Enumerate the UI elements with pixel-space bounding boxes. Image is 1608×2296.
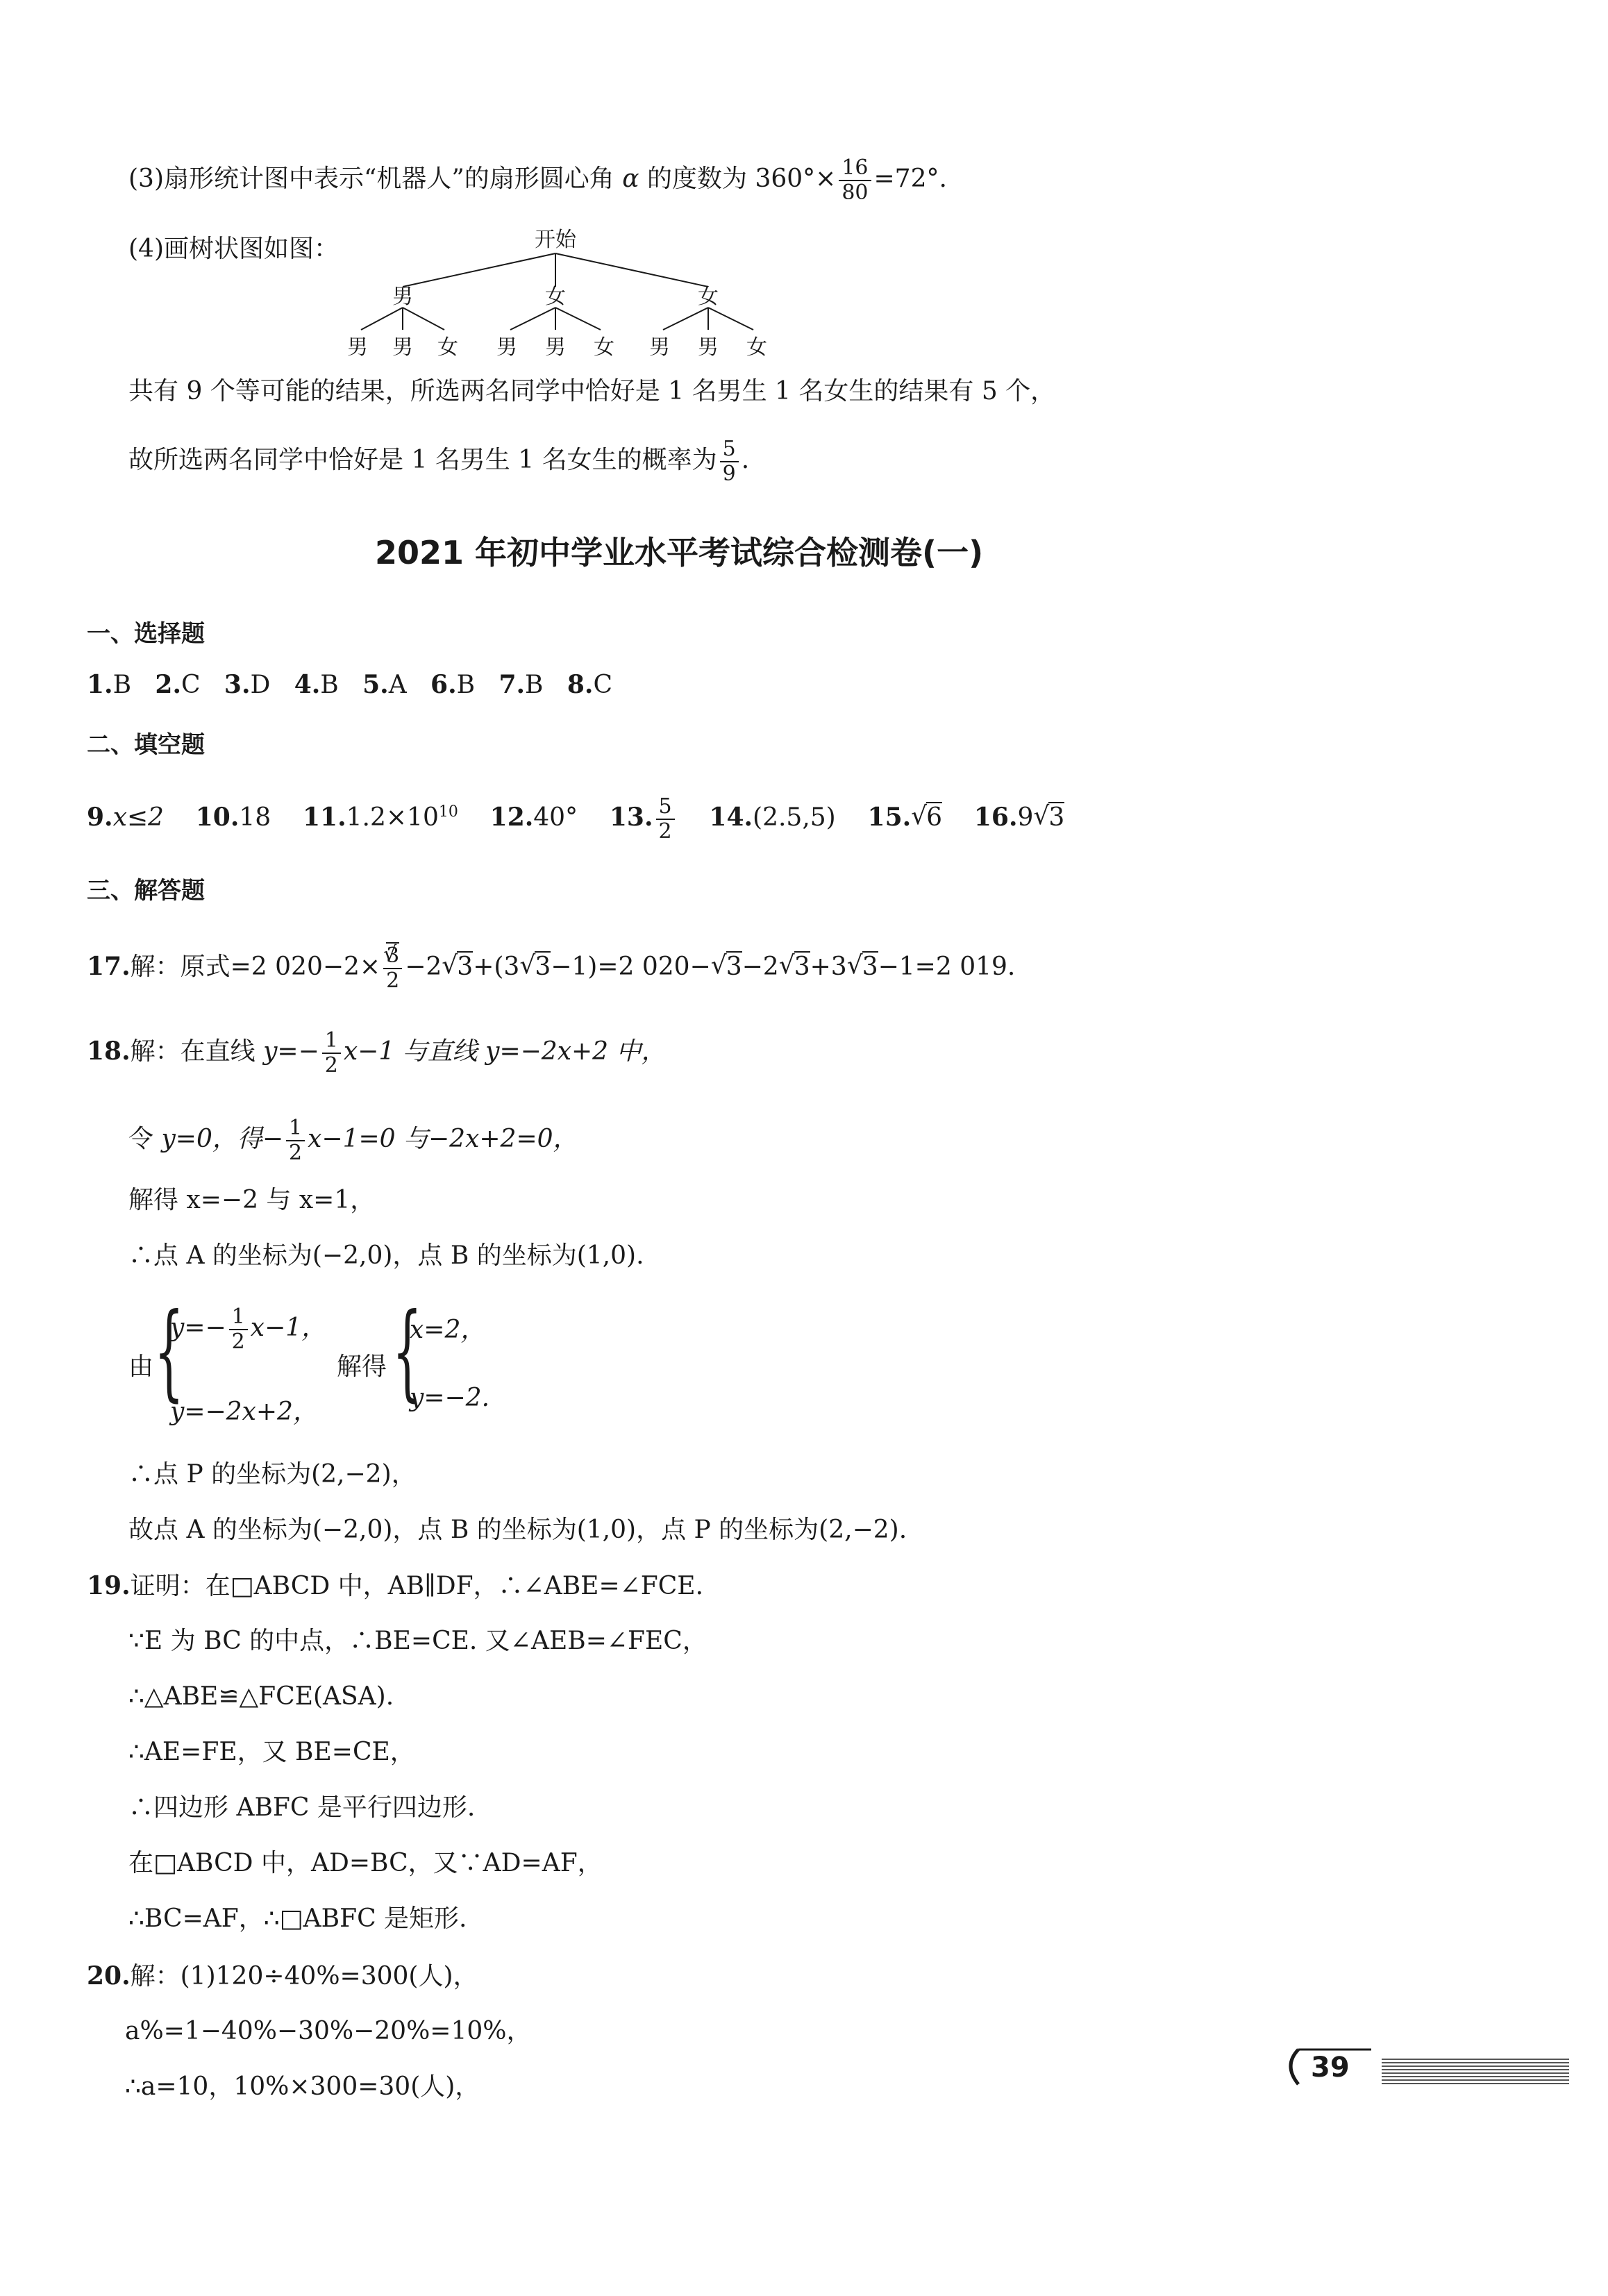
answer-choice: C — [181, 671, 201, 699]
q18-eq: x−1 与直线 — [343, 1037, 486, 1066]
sqrt-radicand: 3 — [726, 953, 742, 981]
q18-eq: x−1， — [250, 1314, 327, 1342]
answer-number: 9. — [87, 803, 113, 832]
q17-fraction — [383, 944, 402, 993]
left-brace-icon: { — [154, 1291, 184, 1412]
q3-text-end: =72°. — [873, 165, 947, 193]
q18-line-7: 故点 A 的坐标为(−2,0)，点 B 的坐标为(1,0)，点 P 的坐标为(2,−2). — [128, 1516, 907, 1544]
tree-leaf: 男 — [545, 335, 566, 360]
answer-choice: D — [250, 671, 271, 699]
sqrt-radicand: 3 — [535, 953, 551, 981]
result-text: 故所选两名同学中恰好是 1 名男生 1 名女生的概率为 — [128, 446, 717, 474]
q3-fraction — [839, 156, 871, 205]
q3-line — [128, 156, 947, 205]
answer-number: 6. — [430, 670, 457, 699]
sqrt-radicand: 3 — [862, 953, 878, 981]
question-number: 20. — [87, 1961, 131, 1991]
q19-line-2: ∵E 为 BC 的中点，∴BE=CE. 又∠AEB=∠FEC， — [128, 1627, 707, 1655]
tree-leaf: 女 — [437, 335, 458, 360]
q17-text: +3 — [810, 953, 847, 981]
sqrt — [519, 950, 551, 984]
answer-9: x≤2 — [112, 803, 164, 832]
answer-choice: B — [112, 671, 132, 699]
left-brace-icon: { — [392, 1291, 422, 1412]
answer-11: 1.2×10 — [346, 803, 439, 832]
fraction-numerator: 1 — [322, 1029, 341, 1054]
question-number: 17. — [87, 952, 131, 981]
q18-line-3: 解得 x=−2 与 x=1， — [128, 1186, 376, 1214]
probability-fraction — [720, 437, 739, 486]
fraction-numerator — [383, 944, 402, 969]
q18-line-2 — [128, 1116, 578, 1165]
result-line-2 — [128, 437, 749, 486]
q18-eq: y=− — [263, 1037, 319, 1066]
q17-text: 解：原式=2 020−2× — [130, 953, 381, 981]
q17-text: −2 — [405, 953, 442, 981]
q3-text: (3)扇形统计图中表示“机器人”的扇形圆心角 — [128, 165, 623, 193]
answer-number: 13. — [609, 803, 653, 832]
tree-node: 女 — [545, 285, 566, 309]
result-period: . — [741, 446, 750, 474]
fraction-denominator: 80 — [841, 181, 869, 205]
question-number: 18. — [87, 1037, 131, 1066]
tree-level-1 — [392, 285, 719, 309]
tree-level-2 — [347, 335, 767, 360]
fraction-denominator: 2 — [231, 1330, 245, 1354]
fraction-numerator: 1 — [286, 1116, 305, 1141]
fraction-denominator: 2 — [324, 1053, 338, 1078]
q18-text: 解：在直线 — [130, 1037, 264, 1066]
fraction-denominator: 2 — [386, 969, 400, 993]
choice-answers — [87, 668, 612, 702]
q18-eq: y=0，得− — [161, 1125, 284, 1153]
q19-line-7: ∴BC=AF，∴□ABFC 是矩形. — [128, 1904, 467, 1933]
tree-leaf: 男 — [347, 335, 368, 360]
answer-choice: A — [388, 671, 407, 699]
q18-solve: 解得 — [337, 1352, 387, 1381]
q19-line-6: 在□ABCD 中，AD=BC，又∵AD=AF， — [128, 1849, 603, 1877]
q18-eq: y=−2x+2 中， — [485, 1037, 667, 1066]
half-fraction — [286, 1116, 305, 1165]
answer-number: 4. — [294, 670, 321, 699]
result-line-1: 共有 9 个等可能的结果，所选两名同学中恰好是 1 名男生 1 名女生的结果有 5 个， — [128, 377, 1056, 405]
fraction-numerator: 5 — [720, 437, 739, 462]
sqrt-radicand: 6 — [926, 803, 943, 832]
q19-line-1 — [87, 1569, 703, 1603]
answer-choice: B — [320, 671, 339, 699]
q19-line-5: ∴四边形 ABFC 是平行四边形. — [128, 1793, 476, 1822]
answer-choice: B — [525, 671, 544, 699]
fill-answers — [87, 795, 1064, 844]
answer-12: 40° — [533, 803, 578, 832]
q17-text: −1=2 019. — [878, 953, 1016, 981]
page-number: 39 — [1311, 2052, 1350, 2084]
answer-number: 15. — [867, 803, 912, 832]
q17-text: +(3 — [473, 953, 520, 981]
sqrt-radicand: 3 — [794, 953, 810, 981]
answer-number: 14. — [709, 803, 753, 832]
q18-system-eq1 — [170, 1305, 326, 1354]
tree-leaf: 男 — [698, 335, 719, 360]
answer-11-exponent: 10 — [438, 803, 458, 821]
answer-number: 3. — [224, 670, 251, 699]
q20-line-2: a%=1−40%−30%−20%=10%， — [125, 2017, 532, 2045]
half-fraction — [322, 1029, 341, 1078]
tree-diagram — [333, 226, 778, 364]
answer-choice: C — [593, 671, 612, 699]
sqrt — [779, 950, 810, 984]
section-heading-solve: 三、解答题 — [87, 877, 205, 905]
q17-line — [87, 944, 1015, 993]
q18-solution-x: x=2， — [410, 1316, 486, 1344]
q20-line-1 — [87, 1959, 478, 1993]
q18-by: 由 — [128, 1352, 154, 1381]
answer-number: 2. — [155, 670, 181, 699]
q4-line: (4)画树状图如图： — [128, 235, 339, 263]
q20-line-3: ∴a=10，10%×300=30(人)， — [125, 2072, 480, 2101]
fraction-numerator: 16 — [839, 156, 871, 181]
section-heading-fill: 二、填空题 — [87, 731, 205, 759]
fraction-denominator: 2 — [289, 1141, 303, 1165]
answer-number: 11. — [302, 803, 346, 832]
decorative-stripes — [1382, 2059, 1569, 2086]
answer-number: 1. — [87, 670, 113, 699]
q18-line-4: ∴点 A 的坐标为(−2,0)，点 B 的坐标为(1,0). — [128, 1241, 644, 1270]
answer-choice: B — [456, 671, 476, 699]
q18-eq: y=− — [170, 1314, 226, 1342]
q18-line-6: ∴点 P 的坐标为(2,−2)， — [128, 1460, 417, 1489]
tree-node: 男 — [392, 285, 413, 309]
tree-node: 女 — [698, 285, 719, 309]
tree-leaf: 男 — [392, 335, 413, 360]
q18-text: 令 — [128, 1125, 162, 1153]
answer-number: 7. — [499, 670, 526, 699]
section-heading-choice: 一、选择题 — [87, 620, 205, 648]
answer-15-sqrt — [911, 801, 942, 835]
tree-leaf: 男 — [496, 335, 517, 360]
question-number: 19. — [87, 1571, 131, 1600]
answer-14: (2.5,5) — [753, 803, 836, 832]
sqrt-radicand: 3 — [1048, 803, 1065, 832]
fraction-numerator: 5 — [656, 795, 675, 820]
q19-line-3: ∴△ABE≌△FCE(ASA). — [128, 1682, 394, 1711]
q19-text: 证明：在□ABCD 中，AB∥DF，∴∠ABE=∠FCE. — [130, 1572, 704, 1600]
q18-line-1 — [87, 1029, 667, 1078]
answer-16-coef: 9 — [1017, 803, 1034, 832]
sqrt — [847, 950, 878, 984]
sqrt-radicand: 3 — [457, 953, 474, 981]
q20-text: 解：(1)120÷40%=300(人)， — [130, 1962, 478, 1991]
sqrt — [711, 950, 742, 984]
half-fraction — [229, 1305, 248, 1354]
answer-number: 10. — [195, 803, 240, 832]
q18-system-eq2: y=−2x+2， — [170, 1398, 318, 1426]
tree-leaf: 女 — [594, 335, 614, 360]
answer-13-fraction — [656, 795, 675, 844]
answer-number: 12. — [489, 803, 534, 832]
fraction-numerator: 1 — [229, 1305, 248, 1330]
q18-eq: x−1=0 与−2x+2=0， — [308, 1125, 578, 1153]
sqrt — [442, 950, 473, 984]
q18-solution-y: y=−2. — [410, 1384, 490, 1412]
answer-10: 18 — [239, 803, 271, 832]
q17-text: −1)=2 020− — [551, 953, 711, 981]
q3-text-mid: 的度数为 360°× — [639, 165, 837, 193]
answer-number: 8. — [567, 670, 594, 699]
answer-16-sqrt — [1033, 801, 1064, 835]
fraction-denominator: 9 — [722, 462, 736, 486]
tree-leaf: 男 — [649, 335, 670, 360]
q19-line-4: ∴AE=FE，又 BE=CE， — [128, 1738, 415, 1766]
tree-root: 开始 — [535, 228, 576, 252]
exam-title: 2021 年初中学业水平考试综合检测卷(一) — [375, 534, 984, 571]
tree-leaf: 女 — [746, 335, 767, 360]
answer-number: 16. — [973, 803, 1018, 832]
q17-text: −2 — [742, 953, 779, 981]
answer-number: 5. — [362, 670, 389, 699]
fraction-denominator: 2 — [658, 819, 672, 844]
sqrt-radicand: 3 — [386, 944, 400, 968]
alpha-symbol: α — [622, 165, 639, 193]
